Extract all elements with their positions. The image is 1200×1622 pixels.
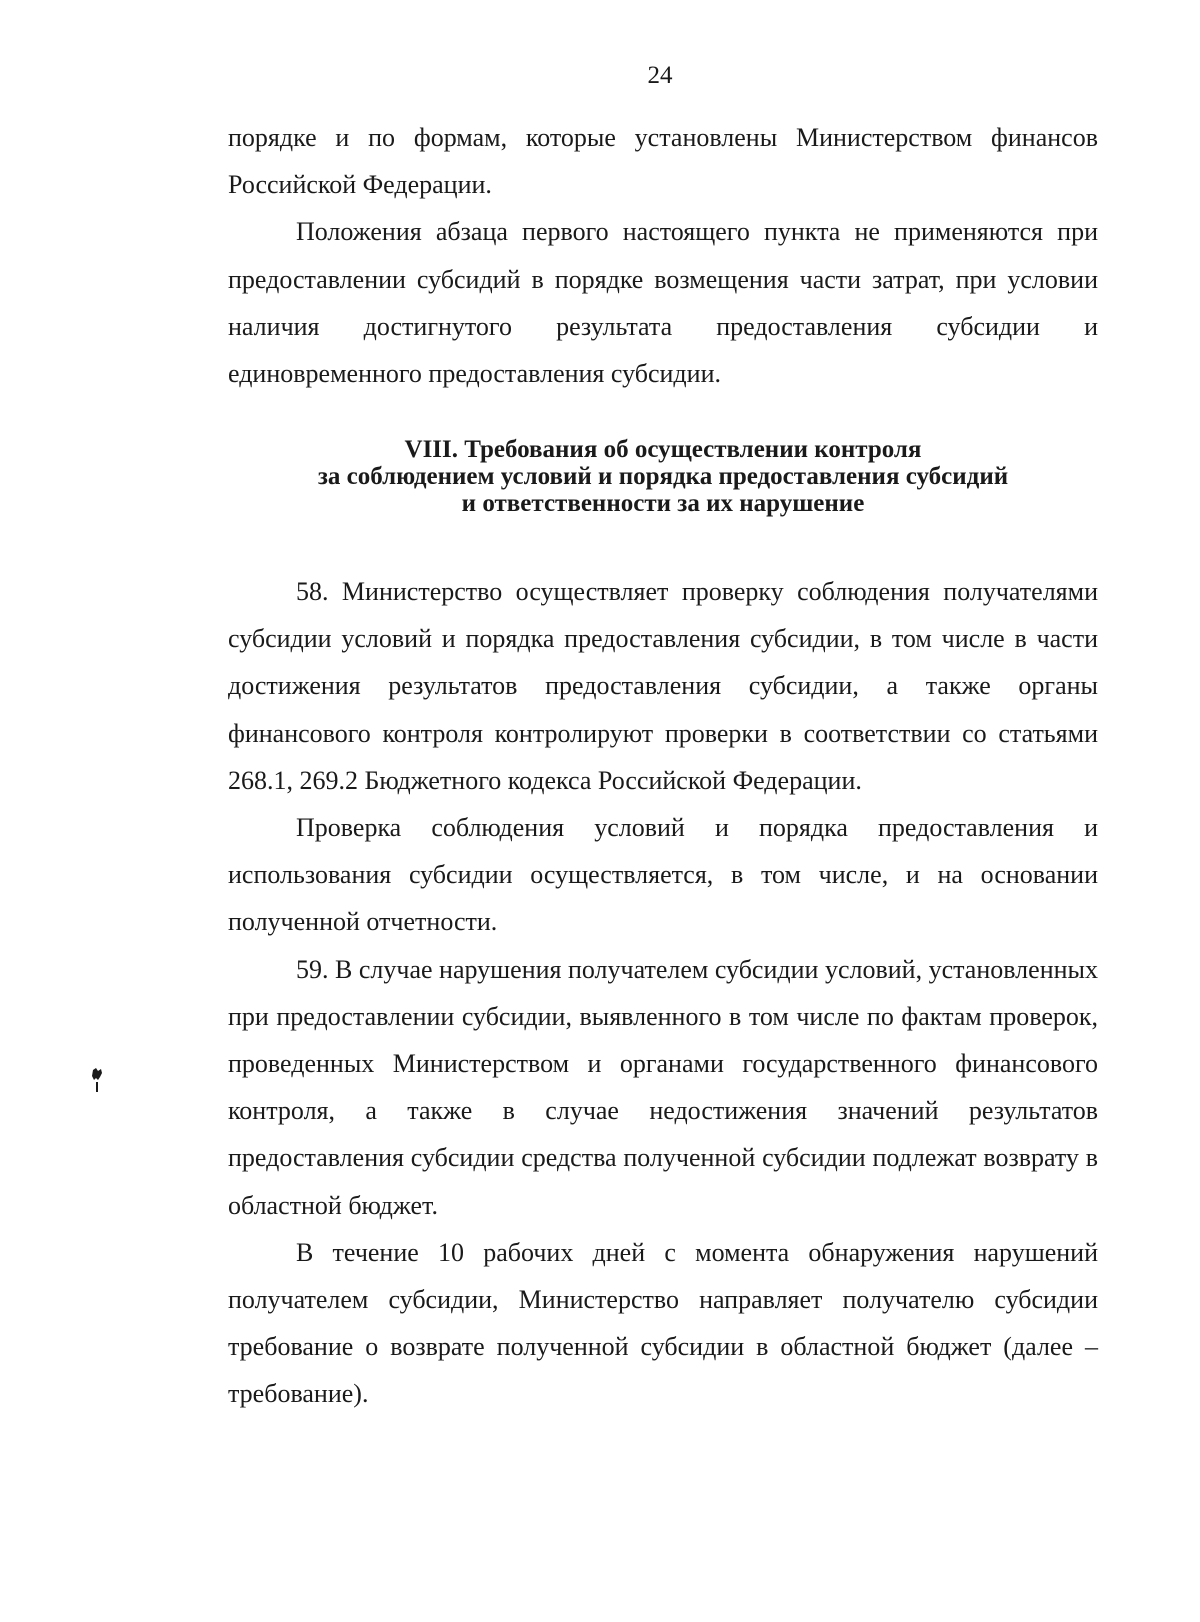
paragraph: Проверка соблюдения условий и порядка предоставления и использования субсидии осуществляется, в том числе, и на основании полученной отчетности.: [228, 813, 1098, 937]
section-heading-line: и ответственности за их нарушение: [461, 490, 865, 517]
scan-artifact-mark: [90, 1068, 104, 1096]
paragraph-item-58: 58. Министерство осуществляет проверку соблюдения получателями субсидии условий и порядка предоставления субсидии, в том числе в части достижения результатов предоставления субсидии, а также органы финансового контроля контролируют проверки в соответствии со статьями 268.1, 269.2 Бюджетного кодекса Российской Федерации.: [228, 577, 1098, 795]
paragraph: Положения абзаца первого настоящего пункта не применяются при предоставлении субсидий в порядке возмещения части затрат, при условии наличия достигнутого результата предоставления субсидии и единовременного предоставления субсидии.: [228, 217, 1098, 389]
section-heading: [228, 436, 1098, 517]
section-heading-line: за соблюдением условий и порядка предоставления субсидий: [317, 463, 1009, 490]
paragraph: В течение 10 рабочих дней с момента обнаружения нарушений получателем субсидии, Министерство направляет получателю субсидии требование о возврате полученной субсидии в областной бюджет (далее – требование).: [228, 1237, 1098, 1409]
paragraph-item-59: 59. В случае нарушения получателем субсидии условий, установленных при предоставлении субсидии, выявленного в том числе по фактам проверок, проведенных Министерством и органами государственного финансового контроля, а также в случае недостижения значений результатов предоставления субсидии средства полученной субсидии подлежат возврату в областной бюджет.: [228, 954, 1098, 1220]
text-block-bottom: [228, 568, 1098, 1418]
text-block-top: [228, 114, 1098, 397]
page-number: 24: [647, 62, 673, 89]
paragraph-continuation: порядке и по формам, которые установлены Министерством финансов Российской Федерации.: [228, 123, 1098, 200]
section-heading-line: VIII. Требования об осуществлении контроля: [404, 436, 922, 463]
